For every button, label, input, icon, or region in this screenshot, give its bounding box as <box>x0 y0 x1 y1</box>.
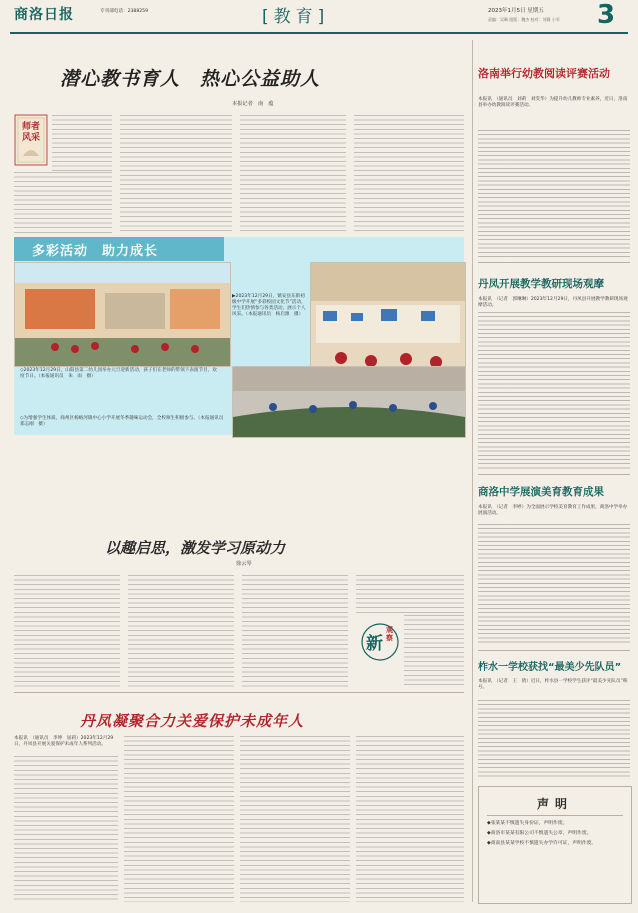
right-story2-headline: 丹凤开展教学教研现场观摩 <box>478 278 604 290</box>
right-story4-body <box>478 700 630 780</box>
right-story4-byline: 本报讯 （记者 王 倩）近日，柞水县一学校学生获评“最美少先队员”称号。 <box>478 679 628 690</box>
caption-exhibition: ▶2023年12月29日，镇安县东街初级中学开展“多彩校园文化节”活动，学生们热情参与各类活动，展示个人风采。（本报通讯员 杨启源 摄） <box>232 294 306 317</box>
right-story3 <box>478 474 630 516</box>
notice-title: 声明 <box>536 797 573 811</box>
caption-sports: ◇为增强学生体质，商州区杨峪河镇中心小学开展冬季趣味运动会，全校师生积极参与。（本报通讯员 郑志刚 摄） <box>20 416 228 427</box>
kindergarten-photo-image <box>15 263 230 366</box>
page-editors: 责编：吴琳 组版：魏杰 校对：刘静 小军 <box>488 17 560 22</box>
feature-divider <box>14 692 464 693</box>
teacher-badge-label: 师者风采 <box>21 122 40 143</box>
section-title: [教育] <box>262 7 330 27</box>
exhibition-photo-image <box>311 263 465 383</box>
notice-item: ◆商南县某某学校不慎遗失办学许可证，声明作废。 <box>487 841 597 846</box>
masthead-rule <box>10 32 628 34</box>
right-story2-body <box>478 312 630 470</box>
notice-item: ◆商洛市某某有限公司不慎遗失公章，声明作废。 <box>487 831 592 836</box>
right-story3-headline: 商洛中学展演美育教育成果 <box>478 486 604 498</box>
feature-body-col4a <box>356 575 464 615</box>
right-column-divider <box>472 40 473 902</box>
lead-byline: 本报记者 南 蕴 <box>232 101 274 107</box>
observation-badge <box>360 620 402 664</box>
bottom-body-col2 <box>124 736 234 902</box>
right-story4-headline: 柞水一学校获找“最美少先队员” <box>478 662 622 673</box>
observation-badge-sub: 观察 <box>386 626 393 642</box>
feature-headline: 以趣启思，激发学习原动力 <box>105 539 286 557</box>
lead-body-col1 <box>52 115 112 171</box>
notice-title-rule <box>487 815 623 816</box>
right-story1-body <box>478 130 630 258</box>
bottom-headline: 丹凤凝聚合力关爱保护未成年人 <box>80 712 305 730</box>
bottom-body-col3 <box>240 736 350 902</box>
section-label: 教育 <box>273 7 318 27</box>
page-number: 3 <box>597 0 616 30</box>
notice-item: ◆张某某不慎遗失身份证，声明作废。 <box>487 821 568 826</box>
notice-list <box>487 821 623 847</box>
feature-body-col1 <box>14 575 120 687</box>
bottom-body-col1 <box>14 756 118 902</box>
masthead <box>0 0 638 40</box>
feature-byline: 徐云琴 <box>236 561 252 567</box>
right-story2-byline: 本报讯 （记者 郭琳琳）2023年12月29日，丹凤县开展教学教研现场观摩活动。 <box>478 297 628 308</box>
lead-body-col3 <box>240 115 346 234</box>
teacher-badge <box>14 114 48 166</box>
bottom-byline: 本报讯 （通讯员 李坤 屈莉）2023年12月29日，丹凤县开展关爱保护未成年人系列活动。 <box>14 736 114 747</box>
right-story1-byline: 本报讯 （通讯员 刘莉 刘雯华）为提升幼儿教师专业素养，近日，洛南县举办幼教阅读评赛活动。 <box>478 97 628 108</box>
feature-body-col4b <box>404 615 464 687</box>
right-story3-byline: 本报讯 （记者 李婷）为全面展示学校美育教育工作成果，商洛中学举办展演活动。 <box>478 505 628 516</box>
lead-body-col2 <box>120 115 232 234</box>
lead-body-col4 <box>354 115 464 234</box>
caption-kindergarten: ◇2023年12月29日，山阳县第二幼儿园举办元旦迎新活动，孩子们在老师的带领下表演节目，欢度节日。（本报通讯员 朱 雨 摄） <box>20 368 217 379</box>
notice-box <box>478 786 632 904</box>
feature-body-col2 <box>128 575 234 687</box>
lead-headline: 潜心教书育人 热心公益助人 <box>60 68 321 90</box>
right-story1 <box>478 40 630 108</box>
banner-title: 多彩活动 助力成长 <box>32 244 159 259</box>
feature-body-col3 <box>242 575 348 687</box>
right-story1-headline: 洛南举行幼教阅读评赛活动 <box>478 67 610 80</box>
lead-body-col1b <box>14 172 112 234</box>
observation-badge-main: 新 <box>366 634 383 654</box>
photo-sports <box>232 366 466 438</box>
right-story2 <box>478 262 630 308</box>
sports-photo-image <box>233 367 465 437</box>
newspaper-logo: 商洛日报 <box>14 7 74 23</box>
issue-date: 2023年1月5日 星期五 <box>488 8 544 14</box>
masthead-phone: 专刊部电话：2388259 <box>100 9 149 14</box>
photo-kindergarten <box>14 262 231 367</box>
right-story3-body <box>478 524 630 646</box>
bottom-body-col4 <box>356 736 464 902</box>
right-story4 <box>478 650 630 690</box>
